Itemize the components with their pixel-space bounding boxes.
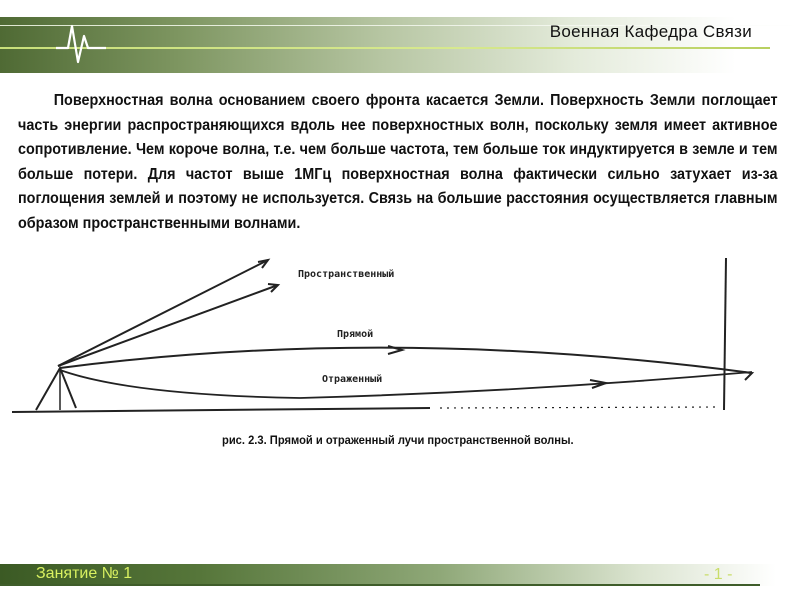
spatial-ray-upper	[58, 260, 268, 366]
footer-lesson: Занятие № 1	[36, 565, 133, 582]
label-reflected: Отраженный	[322, 374, 383, 385]
header-divider-bottom	[0, 47, 770, 49]
label-spatial: Пространственный	[298, 269, 395, 280]
ground-line	[12, 408, 430, 412]
reflected-ray	[60, 370, 300, 398]
spatial-ray-lower	[58, 285, 278, 366]
transmit-antenna	[36, 368, 76, 410]
receive-antenna	[724, 258, 726, 410]
footer-page-number: - 1 -	[704, 566, 733, 583]
body-paragraph: Поверхностная волна основанием своего фронта касается Земли. Поверхность Земли поглощает часть энергии распространяющихся вдоль нее поверхностных волн, поскольку земля имеет активное сопротивление. Чем короче волна, т.е. чем больше частота, тем больше ток индуктируется в земле и тем больше потери. Для частот выше 1МГц поверхностная волна фактически сильно затухает из-за поглощения землей и поэтому не используется. Связь на большие расстояния осуществляется главным образом пространственными волнами.	[18, 92, 778, 232]
header-title: Военная Кафедра Связи	[549, 22, 752, 41]
ground-line-far	[440, 407, 720, 408]
pulse-icon	[56, 18, 106, 66]
figure-caption: рис. 2.3. Прямой и отраженный лучи пространственной волны.	[222, 433, 574, 447]
wave-diagram	[0, 250, 800, 425]
direct-ray	[60, 348, 752, 373]
label-direct: Прямой	[337, 329, 374, 340]
footer-divider	[0, 584, 760, 586]
